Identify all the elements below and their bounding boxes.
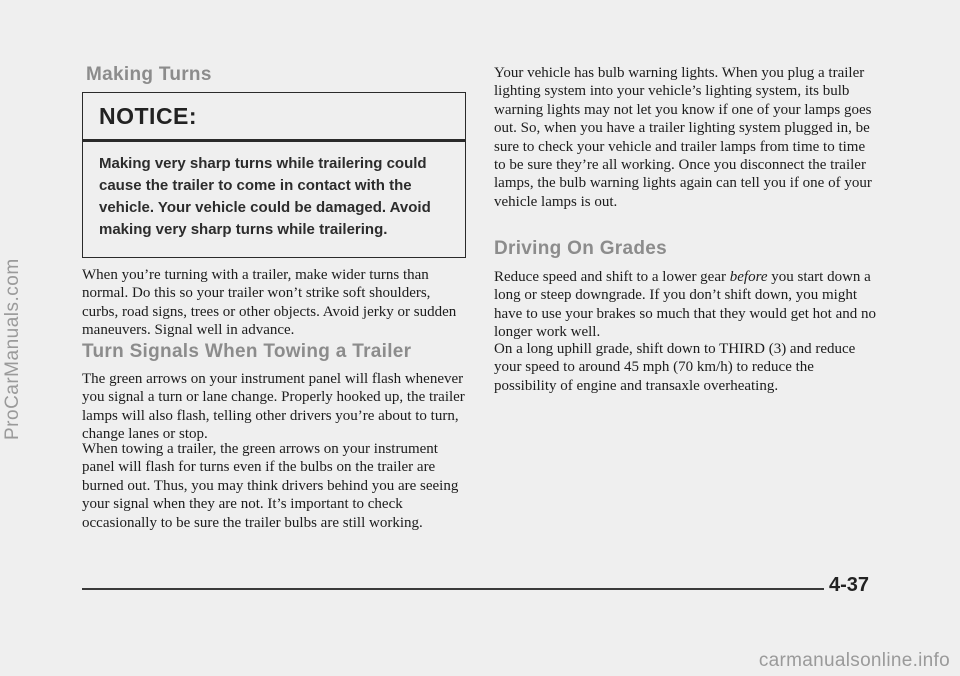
driving-on-grades-paragraph-2: On a long uphill grade, shift down to THIRD (3) and reduce your speed to around 45 mph (70 km/h) to reduce the possibility of engine and transaxle overheating.	[494, 341, 856, 394]
section-heading-driving-on-grades: Driving On Grades	[494, 238, 667, 259]
grades-paragraph-1-end: you start down a long or steep downgrade. If you don’t shift down, you might have to use your brakes so much that they would get hot and no longer work well.	[494, 269, 877, 341]
section-heading-turn-signals: Turn Signals When Towing a Trailer	[82, 341, 412, 362]
driving-on-grades-paragraph-1	[494, 268, 876, 342]
turn-signals-paragraph-1: The green arrows on your instrument panel will flash whenever you signal a turn or lane change. Properly hooked up, the trailer lamps will also flash, telling other drivers you’re about to turn, change lanes or stop.	[82, 371, 465, 443]
notice-title: NOTICE:	[99, 103, 198, 129]
section-heading-making-turns: Making Turns	[86, 64, 212, 85]
page-number: 4-37	[829, 574, 870, 596]
side-watermark: ProCarManuals.com	[2, 258, 23, 440]
grades-paragraph-1-start: Reduce speed and shift to a lower gear	[494, 269, 730, 285]
turn-signals-paragraph-2: When towing a trailer, the green arrows on your instrument panel will flash for turns even if the bulbs on the trailer are burned out. Thus, you may think drivers behind you are seeing your signal when they are not. It’s important to check occasionally to be sure the trailer bulbs are still working.	[82, 441, 459, 531]
bulb-warning-paragraph: Your vehicle has bulb warning lights. When you plug a trailer lighting system into your vehicle’s lighting system, its bulb warning lights may not let you know if one of your lamps goes out. So, when you have a trailer lighting system plugged in, be sure to check your vehicle and trailer lamps from time to time to be sure they’re all working. Once you disconnect the trailer lamps, the bulb warning lights again can tell you if one of your vehicle lamps is out.	[494, 65, 872, 210]
making-turns-paragraph: When you’re turning with a trailer, make wider turns than normal. Do this so your trailer won’t strike soft shoulders, curbs, road signs, trees or other objects. Avoid jerky or sudden maneuvers. Signal well in advance.	[82, 267, 457, 339]
grades-paragraph-1-emphasis: before	[729, 269, 768, 285]
notice-box	[82, 92, 466, 258]
notice-header	[83, 93, 465, 142]
footer-rule	[82, 588, 824, 590]
notice-body: Making very sharp turns while trailering could cause the trailer to come in contact with the vehicle. Your vehicle could be damaged. Avoid making very sharp turns while trailering.	[99, 155, 431, 238]
bottom-watermark: carmanualsonline.info	[758, 650, 950, 671]
